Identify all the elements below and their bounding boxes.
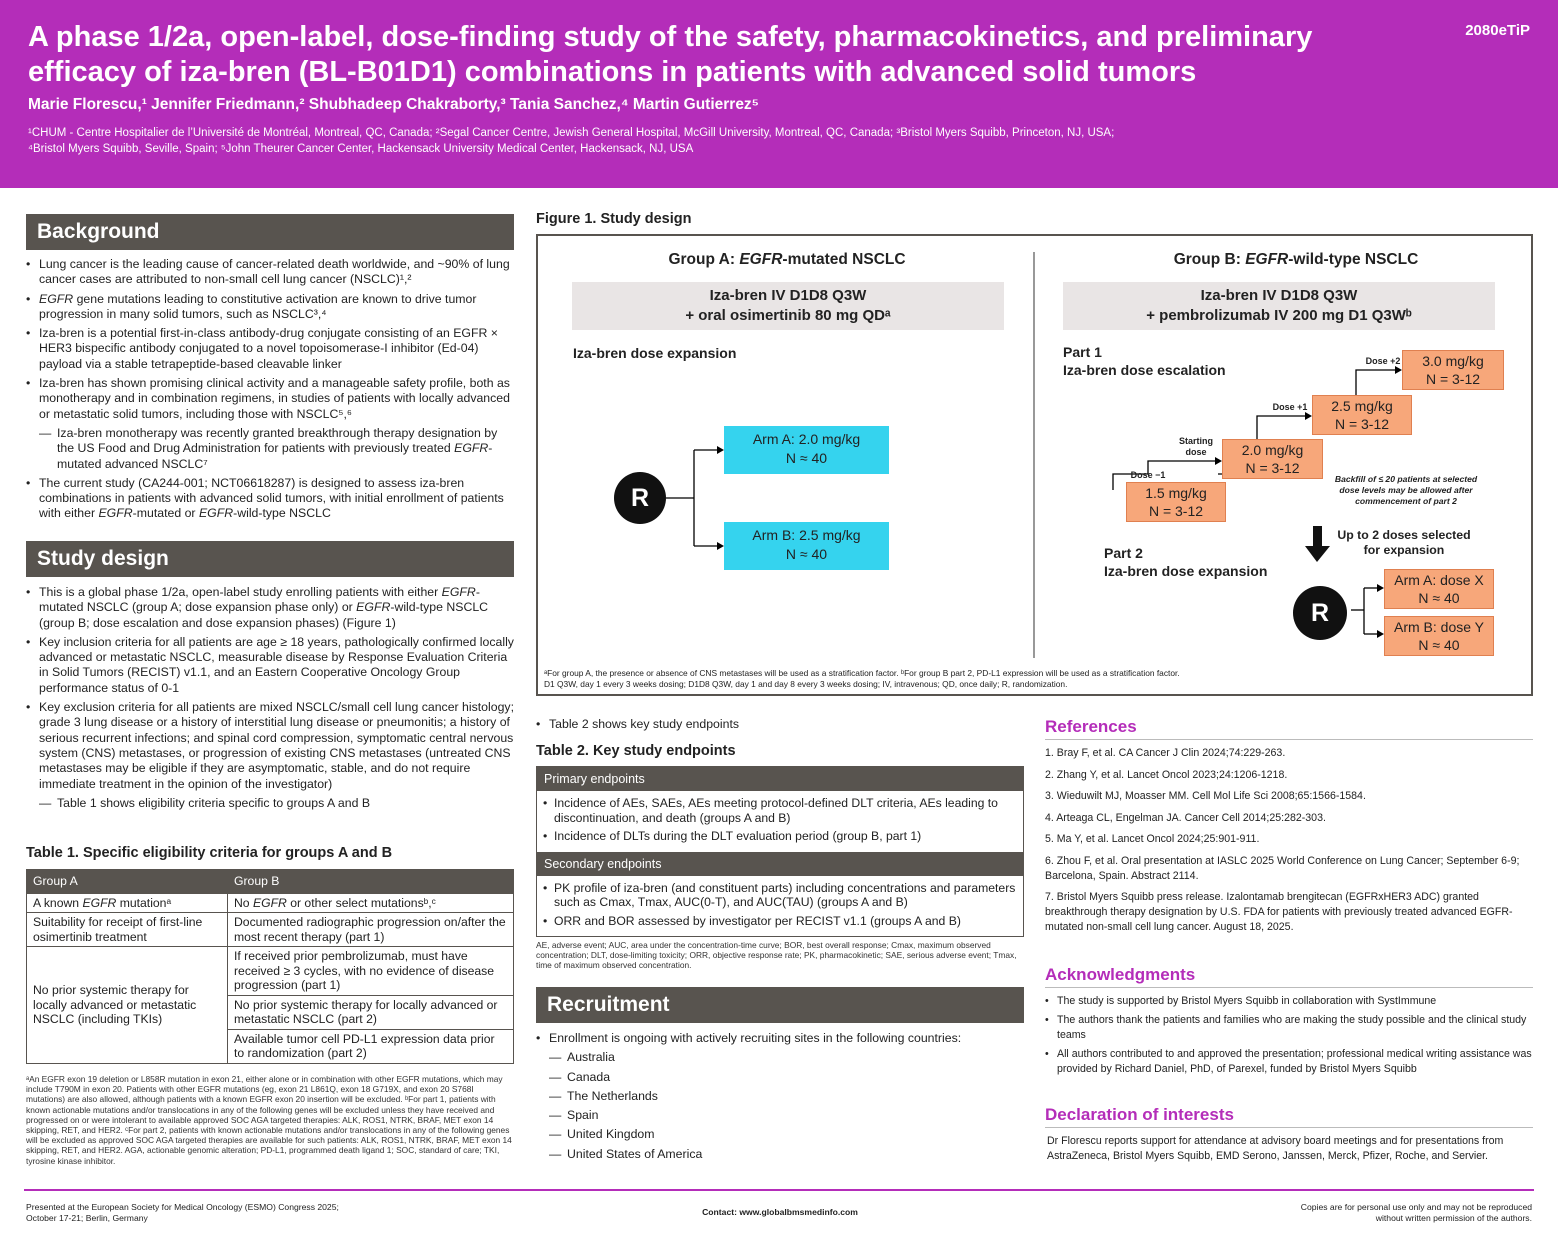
arrowhead [717, 542, 724, 550]
table-row [27, 947, 514, 996]
reference-item: 2. Zhang Y, et al. Lancet Oncol 2023;24:1206-1218. [1045, 768, 1288, 781]
randomization-circle: R [1293, 586, 1347, 640]
table-cell: No prior systemic therapy for locally advanced or metastatic NSCLC (including TKIs) [27, 947, 228, 1064]
table-cell: If received prior pembrolizumab, must have received ≥ 3 cycles, with no evidence of disease progression (part 1) [228, 947, 514, 996]
group-a-arm-a: Arm A: 2.0 mg/kg N ≈ 40 [724, 426, 889, 474]
recruitment-heading: Recruitment [536, 987, 1024, 1023]
list-item: • The study is supported by Bristol Myers Squibb in collaboration with SystImmune [1045, 994, 1533, 1009]
part1-label: Part 1 Iza-bren dose escalation [1063, 344, 1226, 378]
group-b-arm-b: Arm B: dose Y N ≈ 40 [1384, 616, 1494, 656]
figure1-caption: Figure 1. Study design [536, 211, 692, 227]
column-header: Group A [27, 870, 228, 894]
declaration-heading: Declaration of interests [1045, 1105, 1234, 1124]
upto-note: Up to 2 doses selected for expansion [1337, 528, 1471, 557]
list-item: • All authors contributed to and approved the presentation; professional medical writing assistance was provided by Richard Daniel, PhD, of Parexel, funded by Bristol Myers Squibb [1045, 1047, 1533, 1077]
list-item: • This is a global phase 1/2a, open-label study enrolling patients with either EGFR-mutated NSCLC (group A; dose expansion phase only) or EGFR-wild-type NSCLC (group B; dose escalation and dose expansion phases) (Figure 1) [26, 585, 514, 631]
list-item: — Table 1 shows eligibility criteria specific to groups A and B [26, 796, 514, 811]
list-item: • The current study (CA244-001; NCT06618287) is designed to assess iza-bren combinations in patients with advanced solid tumors, with initial enrollment of patients with either EGFR-mutated or EGFR-wild-type NSCLC [26, 476, 514, 522]
down-arrow-head [1305, 546, 1330, 562]
arrowhead [1377, 630, 1384, 638]
declaration-text: Dr Florescu reports support for attendance at advisory board meetings and for presentations from AstraZeneca, Bristol Myers Squibb, EMD Serono, Janssen, Merck, Pfizer, Roche, and Servier. [1047, 1135, 1504, 1162]
part2-label: Part 2 Iza-bren dose expansion [1104, 545, 1268, 579]
table2-caption: Table 2. Key study endpoints [536, 743, 736, 759]
table-cell: Documented radiographic progression on/after the most recent therapy (part 1) [228, 913, 514, 947]
list-item: • Enrollment is ongoing with actively recruiting sites in the following countries: [536, 1031, 1024, 1046]
arrowhead [1215, 457, 1222, 465]
list-item: • Incidence of DLTs during the DLT evaluation period (group B, part 1) [543, 829, 1017, 844]
group-b-arm-a: Arm A: dose X N ≈ 40 [1384, 569, 1494, 609]
column-header: Group B [228, 870, 514, 894]
divider [1045, 1127, 1533, 1128]
divider [1045, 739, 1533, 740]
down-arrow-shaft [1313, 526, 1322, 548]
arrowhead [717, 446, 724, 454]
reference-item: 1. Bray F, et al. CA Cancer J Clin 2024;74:229-263. [1045, 747, 1286, 759]
references-heading: References [1045, 717, 1137, 736]
table-cell: Available tumor cell PD-L1 expression data prior to randomization (part 2) [228, 1029, 514, 1063]
recruitment-list [536, 1031, 1024, 1166]
list-item: • Key inclusion criteria for all patients are age ≥ 18 years, pathologically confirmed locally advanced or metastatic NSCLC, measurable disease by Response Evaluation Criteria in Solid Tumors (RECIST) v1.1, and an Eastern Cooperative Oncology Group performance status of 0-1 [26, 635, 514, 696]
study-design-heading: Study design [26, 541, 514, 577]
group-b-regimen: Iza-bren IV D1D8 Q3W + pembrolizumab IV 200 mg D1 Q3Wᵇ [1063, 282, 1495, 330]
divider [1045, 987, 1533, 988]
reference-item: 3. Wieduwilt MJ, Moasser MM. Cell Mol Life Sci 2008;65:1566-1584. [1045, 790, 1366, 802]
secondary-endpoints-header: Secondary endpoints [537, 852, 1023, 876]
list-item: • ORR and BOR assessed by investigator per RECIST v1.1 (groups A and B) [543, 914, 1017, 929]
country-item: — The Netherlands [536, 1089, 1024, 1104]
arrowhead [1395, 366, 1402, 374]
table-cell: Suitability for receipt of first-line osimertinib treatment [27, 913, 228, 947]
arrowhead [1305, 412, 1312, 420]
author-list: Marie Florescu,¹ Jennifer Friedmann,² Shubhadeep Chakraborty,³ Tania Sanchez,⁴ Martin Gutierrez⁵ [28, 96, 759, 113]
country-item: — Spain [536, 1108, 1024, 1123]
reference-list [1045, 746, 1533, 942]
reference-item: 4. Arteaga CL, Engelman JA. Cancer Cell 2014;25:282-303. [1045, 811, 1326, 824]
poster-header [0, 0, 1558, 188]
list-item: — Iza-bren monotherapy was recently granted breakthrough therapy designation by the US Food and Drug Administration for patients with previously treated EGFR-mutated advanced NSCLC⁷ [26, 426, 514, 472]
eligibility-table [26, 869, 514, 1064]
table-cell: A known EGFR mutationᵃ [27, 893, 228, 913]
acknowledgments-list [1045, 994, 1533, 1081]
list-item: • Lung cancer is the leading cause of cancer-related death worldwide, and ~90% of lung cancer cases are attributed to non-small cell lung cancer (NSCLC)¹,² [26, 257, 514, 288]
poster-id: 2080eTiP [1465, 22, 1530, 39]
dose-plus1-label: Dose +1 [1272, 402, 1308, 412]
study-design-figure [536, 234, 1533, 696]
table-row [27, 893, 514, 913]
table-cell: No EGFR or other select mutationsᵇ,ᶜ [228, 893, 514, 913]
randomization-circle: R [614, 472, 666, 524]
country-item: — United Kingdom [536, 1127, 1024, 1142]
dose-minus1-label: Dose −1 [1130, 470, 1166, 480]
list-item: • Table 2 shows key study endpoints [536, 717, 1024, 732]
country-item: — United States of America [536, 1147, 1024, 1162]
table-cell: No prior systemic therapy for locally advanced or metastatic NSCLC (part 2) [228, 995, 514, 1029]
footer-presented: Presented at the European Society for Medical Oncology (ESMO) Congress 2025; October 17-21; Berlin, Germany [26, 1202, 339, 1223]
dose-level-plus2: 3.0 mg/kg N = 3-12 [1402, 350, 1504, 390]
dose-level-minus1: 1.5 mg/kg N = 3-12 [1126, 482, 1226, 522]
table1-footnote: ᵃAn EGFR exon 19 deletion or L858R mutation in exon 21, either alone or in combination with other EGFR mutations, which may include T790M in exon 20. Patients with other EGFR mutations (eg, exon 21 L861Q, exon 18 G719X, and exon 20 S768I mutations) are also allowed, although patients with a known EGFR exon 20 insertion will be excluded. ᵇFor part 1, patients with known actionable mutations and/or translocations in any of the following genes will be excluded unless they have received and progressed on or were intolerant to available approved SOC AGA targeted therapies: ALK, ROS1, NTRK, BRAF, MET exon 14 skipping, RET, and HER2. ᶜFor part 2, patients with known actionable mutations and/or translocations in any of the following genes will be excluded as approved SOC AGA targeted therapies are available for such patients: ALK, ROS1, NTRK, BRAF, MET exon 14 skipping, RET, and HER2. AGA, actionable genomic alteration; PD-L1, programmed death ligand 1; SOC, standard of care; TKI, tyrosine kinase inhibitor. [26, 1074, 512, 1166]
table1-caption: Table 1. Specific eligibility criteria for groups A and B [26, 845, 393, 861]
country-item: — Australia [536, 1050, 1024, 1065]
table2-footnote: AE, adverse event; AUC, area under the concentration-time curve; BOR, best overall response; Cmax, maximum observed concentration; DLT, dose-limiting toxicity; ORR, objective response rate; PK, pharmacokinetic; SAE, serious adverse event; Tmax, time of maximum observed concentration. [536, 940, 1017, 971]
group-a-arm-b: Arm B: 2.5 mg/kg N ≈ 40 [724, 522, 889, 570]
figure1-footnote: ᵃFor group A, the presence or absence of CNS metastases will be used as a stratification factor. ᵇFor group B part 2, PD-L1 expression will be used as a stratification factor. D1 Q3W, day 1 every 3 weeks dosing; D1D8 Q3W, day 1 and day 8 every 3 weeks dosing; IV, intravenous; QD, once daily; R, randomization. [544, 668, 1180, 689]
reference-item: 6. Zhou F, et al. Oral presentation at IASLC 2025 World Conference on Lung Cancer; September 6-9; Barcelona, Spain. Abstract 2114. [1045, 854, 1520, 882]
study-design-list [26, 585, 514, 815]
list-item: • PK profile of iza-bren (and constituent parts) including concentrations and parameters such as Cmax, Tmax, AUC(0-T), and AUC(TAU) (groups A and B) [543, 881, 1017, 910]
group-b-title: Group B: EGFR-wild-type NSCLC [1173, 251, 1419, 268]
footer-copyright: Copies are for personal use only and may not be reproduced without written permission of the authors. [1300, 1202, 1532, 1223]
group-a-regimen: Iza-bren IV D1D8 Q3W + oral osimertinib 80 mg QDᵃ [572, 282, 1004, 330]
primary-endpoints-header: Primary endpoints [537, 767, 1023, 791]
country-item: — Canada [536, 1070, 1024, 1085]
starting-dose-label: Starting dose [1178, 436, 1213, 457]
table-row [27, 913, 514, 947]
list-item: • The authors thank the patients and families who are making the study possible and the clinical study teams [1045, 1013, 1533, 1043]
primary-endpoints-list [537, 791, 1023, 852]
background-list [26, 257, 514, 526]
dose-plus2-label: Dose +2 [1365, 356, 1401, 366]
arrowhead [1377, 584, 1384, 592]
list-item: • Iza-bren is a potential first-in-class antibody-drug conjugate consisting of an EGFR × HER3 bispecific antibody conjugated to a novel topoisomerase-I inhibitor (Ed-04) payload via a stable tetrapeptide-based cleavable linker [26, 326, 514, 372]
list-item: • Iza-bren has shown promising clinical activity and a manageable safety profile, both as monotherapy and in combination regimens, in studies of patients with locally advanced or metastatic solid tumors, including those with NSCLC⁵,⁶ [26, 376, 514, 422]
reference-item: 5. Ma Y, et al. Lancet Oncol 2024;25:901-911. [1045, 833, 1260, 845]
table-header-row [27, 870, 514, 894]
reference-item: 7. Bristol Myers Squibb press release. Izalontamab brengitecan (EGFRxHER3 ADC) granted breakthrough therapy designation by U.S. FDA for patients with previously treated advanced EGFR-mutated non-small cell lung cancer. August 18, 2025. [1045, 891, 1513, 933]
footer-divider [24, 1189, 1534, 1191]
list-item: • Incidence of AEs, SAEs, AEs meeting protocol-defined DLT criteria, AEs leading to discontinuation, and death (groups A and B) [543, 796, 1017, 825]
group-a-phase-label: Iza-bren dose expansion [573, 345, 737, 361]
acknowledgments-heading: Acknowledgments [1045, 965, 1196, 984]
list-item: • Key exclusion criteria for all patients are mixed NSCLC/small cell lung cancer histology; grade 3 lung disease or a history of interstitial lung disease or pneumonitis; a history of serious recurrent infections; and spinal cord compression, symptomatic central nervous system (CNS) metastases, or progression of existing CNS metastases (untreated CNS metastases may be eligible if they are asymptomatic, stable, and do not require immediate treatment in the opinion of the investigator) [26, 700, 514, 792]
group-a-title: Group A: EGFR-mutated NSCLC [668, 251, 906, 268]
endpoints-intro [536, 717, 1024, 736]
dose-level-start: 2.0 mg/kg N = 3-12 [1222, 439, 1323, 479]
affiliations: ¹CHUM - Centre Hospitalier de l’Université de Montréal, Montreal, QC, Canada; ²Segal Cancer Centre, Jewish General Hospital, McGill University, Montreal, QC, Canada; ³Bristol Myers Squibb, Princeton, NJ, USA; ⁴Bristol Myers Squibb, Seville, Spain; ⁵John Theurer Cancer Center, Hackensack University Medical Center, Hackensack, NJ, USA [28, 127, 1115, 155]
backfill-note: Backfill of ≤ 20 patients at selected dose levels may be allowed after commencement of part 2 [1334, 474, 1478, 506]
footer-contact: Contact: www.globalbmsmedinfo.com [702, 1207, 858, 1217]
dose-level-plus1: 2.5 mg/kg N = 3-12 [1312, 395, 1412, 435]
list-item: • EGFR gene mutations leading to constitutive activation are known to drive tumor progression in many solid tumors, such as NSCLC³,⁴ [26, 292, 514, 323]
secondary-endpoints-list [537, 876, 1023, 937]
poster-title: A phase 1/2a, open-label, dose-finding study of the safety, pharmacokinetics, and preliminary efficacy of iza-bren (BL-B01D1) combinations in patients with advanced solid tumors [28, 21, 1313, 88]
background-heading: Background [26, 214, 514, 250]
endpoints-table [536, 766, 1024, 937]
